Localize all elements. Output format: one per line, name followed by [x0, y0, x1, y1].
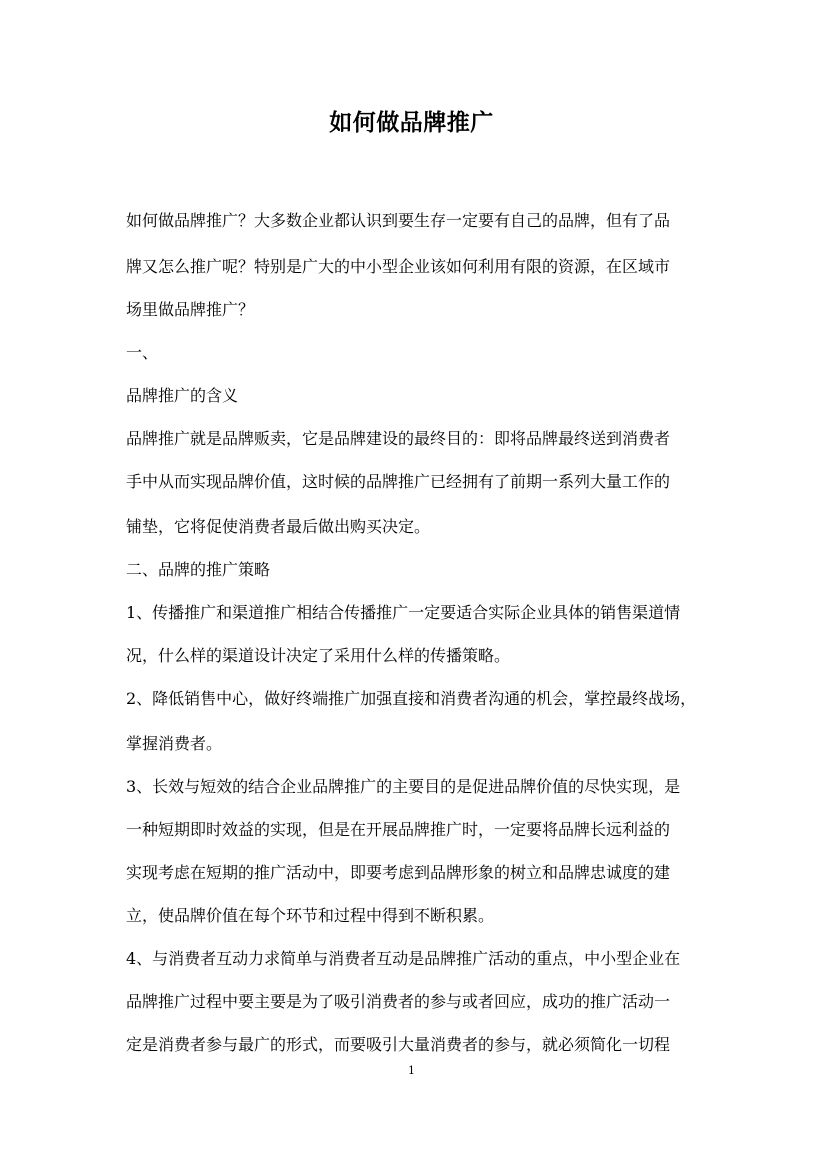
paragraph-line: 场里做品牌推广？: [126, 300, 255, 319]
page-title: 如何做品牌推广: [329, 109, 494, 136]
paragraph-line: 品牌推广就是品牌贩卖，它是品牌建设的最终目的：即将品牌最终送到消费者: [126, 429, 671, 448]
paragraph-line: 手中从而实现品牌价值，这时候的品牌推广已经拥有了前期一系列大量工作的: [126, 472, 671, 491]
section-heading: 二、品牌的推广策略: [126, 560, 271, 579]
paragraph-line: 2、降低销售中心，做好终端推广加强直接和消费者沟通的机会，掌控最终战场，: [126, 689, 697, 708]
paragraph-line: 4、与消费者互动力求简单与消费者互动是品牌推广活动的重点，中小型企业在: [126, 949, 681, 968]
paragraph-line: 定是消费者参与最广的形式，而要吸引大量消费者的参与，就必须简化一切程: [126, 1035, 671, 1054]
paragraph-line: 如何做品牌推广？大多数企业都认识到要生存一定要有自己的品牌，但有了品: [126, 211, 671, 230]
page-number: 1: [408, 1064, 415, 1077]
section-number: 一、: [126, 343, 159, 362]
paragraph-line: 1、传播推广和渠道推广相结合传播推广一定要适合实际企业具体的销售渠道情: [126, 603, 681, 622]
paragraph-line: 况，什么样的渠道设计决定了采用什么样的传播策略。: [126, 646, 511, 665]
paragraph-line: 3、长效与短效的结合企业品牌推广的主要目的是促进品牌价值的尽快实现，是: [126, 777, 681, 796]
paragraph-line: 掌握消费者。: [126, 734, 223, 753]
paragraph-line: 立，使品牌价值在每个环节和过程中得到不断积累。: [126, 906, 495, 925]
section-heading: 品牌推广的含义: [126, 386, 239, 405]
paragraph-line: 一种短期即时效益的实现，但是在开展品牌推广时，一定要将品牌长远利益的: [126, 820, 671, 839]
paragraph-line: 品牌推广过程中要主要是为了吸引消费者的参与或者回应，成功的推广活动一: [126, 992, 671, 1011]
paragraph-line: 铺垫，它将促使消费者最后做出购买决定。: [126, 517, 431, 536]
paragraph-line: 实现考虑在短期的推广活动中，即要考虑到品牌形象的树立和品牌忠诚度的建: [126, 863, 671, 882]
paragraph-line: 牌又怎么推广呢？特别是广大的中小型企业该如何利用有限的资源，在区域市: [126, 257, 671, 276]
